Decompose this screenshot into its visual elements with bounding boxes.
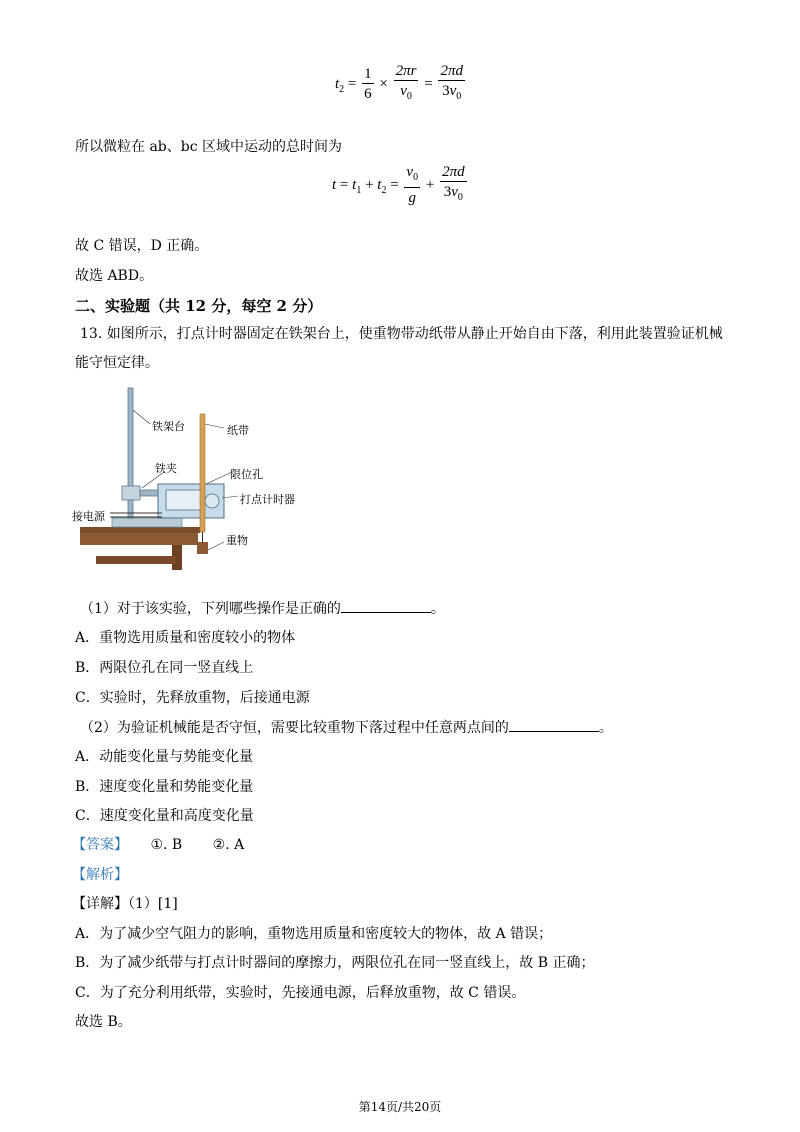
denominator-sub: 0	[406, 91, 412, 102]
leader-line	[208, 542, 224, 550]
table-top	[80, 527, 200, 533]
denominator: g	[408, 190, 416, 206]
equation-t2	[335, 62, 467, 107]
q1-stem-text: （1）对于该实验，下列哪些操作是正确的	[80, 601, 341, 617]
numerator: 1	[364, 66, 372, 82]
answer-blank[interactable]	[341, 600, 431, 613]
label-timer: 打点计时器	[240, 493, 295, 506]
q2-stem	[80, 717, 613, 737]
detail-head: （1）[1]	[128, 896, 178, 912]
label-clamp: 铁夹	[155, 462, 177, 475]
eq-var: t	[335, 75, 340, 92]
q2-option-a: A．动能变化量与势能变化量	[75, 749, 254, 765]
denominator-coef: 3	[442, 83, 450, 99]
timer-disc	[205, 494, 219, 508]
eq-sign: =	[390, 176, 399, 193]
conclusion-abd: 故选 ABD。	[75, 268, 154, 284]
eq-sign: =	[424, 75, 433, 92]
q2-stem-end: 。	[598, 720, 613, 736]
answer-line	[72, 834, 244, 854]
answer-item: ①. B	[150, 837, 183, 853]
section-title: 二、实验题（共 12 分，每空 2 分）	[75, 297, 323, 315]
clamp-block	[122, 486, 140, 500]
apparatus-diagram	[72, 380, 332, 572]
label-stand: 铁架台	[152, 420, 185, 433]
denominator-coef: 3	[443, 184, 452, 200]
eq-var: t	[332, 176, 337, 193]
label-weight: 重物	[226, 534, 248, 547]
fraction	[394, 62, 419, 107]
table-bar	[96, 556, 176, 564]
stand-base	[112, 518, 182, 527]
denominator: 6	[364, 86, 372, 102]
eq-sub: 2	[339, 83, 345, 95]
detail-option-a: A．为了减少空气阻力的影响，重物选用质量和密度较大的物体，故 A 错误；	[75, 926, 553, 942]
numerator: 2πd	[442, 164, 465, 180]
q2-option-c: C．速度变化量和高度变化量	[75, 808, 254, 824]
q2-stem-text: （2）为验证机械能是否守恒，需要比较重物下落过程中任意两点间的	[80, 720, 509, 736]
detail-line	[72, 893, 178, 913]
paper-tape	[200, 414, 205, 532]
leader-line	[133, 410, 150, 424]
label-power: 接电源	[72, 510, 105, 523]
denominator-var: v	[400, 83, 407, 99]
fraction	[362, 65, 374, 104]
numerator: 2πd	[440, 63, 463, 79]
label-hole: 限位孔	[230, 468, 263, 481]
q1-option-a: A．重物选用质量和密度较小的物体	[75, 630, 296, 646]
answer-label: 【答案】	[72, 837, 128, 853]
detail-option-b: B．为了减少纸带与打点计时器间的摩擦力，两限位孔在同一竖直线上，故 B 正确；	[75, 955, 595, 971]
label-tape: 纸带	[227, 424, 249, 437]
leader-line	[206, 472, 232, 484]
q1-stem-end: 。	[430, 601, 445, 617]
denominator-sub: 0	[457, 192, 463, 203]
clamp-arm	[140, 490, 160, 496]
page-footer: 第14页/共20页	[358, 1100, 442, 1114]
q13-line1: 13. 如图所示，打点计时器固定在铁架台上，使重物带动纸带从静止开始自由下落，利用此装置验证机械	[80, 326, 723, 342]
eq-sub: 2	[381, 184, 387, 196]
q1-option-b: B．两限位孔在同一竖直线上	[75, 660, 254, 676]
denominator-sub: 0	[456, 91, 462, 102]
weight-block	[197, 542, 208, 554]
eq-sign: =	[339, 176, 349, 193]
numerator-sub: 0	[413, 172, 419, 183]
numerator-var: v	[406, 164, 414, 180]
plus-sign: +	[425, 176, 435, 193]
detail-label: 【详解】	[72, 896, 128, 912]
eq-var: t	[377, 176, 382, 193]
times-sign: ×	[379, 75, 388, 92]
eq-sub: 1	[356, 184, 362, 196]
answer-blank[interactable]	[509, 719, 599, 732]
table-edge	[80, 533, 198, 545]
numerator: 2πr	[395, 63, 417, 79]
total-time-intro: 所以微粒在 ab、bc 区域中运动的总时间为	[75, 139, 343, 155]
q13-line2: 能守恒定律。	[75, 355, 159, 371]
apparatus-figure	[72, 380, 332, 572]
denominator-var: v	[451, 184, 458, 200]
fraction	[440, 163, 467, 208]
conclusion-cd: 故 C 错误，D 正确。	[75, 238, 209, 254]
q1-stem	[80, 598, 445, 618]
q2-option-b: B．速度变化量和势能变化量	[75, 779, 254, 795]
denominator-var: v	[449, 83, 457, 99]
detail-conclusion: 故选 B。	[75, 1014, 132, 1030]
eq-var: t	[352, 176, 357, 193]
answer-item: ②. A	[212, 837, 245, 853]
equation-total-time	[332, 163, 469, 208]
analysis-label: 【解析】	[72, 867, 128, 883]
q1-option-c: C．实验时，先释放重物，后接通电源	[75, 690, 310, 706]
detail-option-c: C．为了充分利用纸带，实验时，先接通电源，后释放重物，故 C 错误。	[75, 985, 526, 1001]
fraction	[404, 163, 420, 208]
leader-line	[205, 424, 224, 428]
timer-inner	[166, 490, 202, 510]
fraction	[438, 62, 465, 107]
eq-sign: =	[347, 75, 357, 92]
plus-sign: +	[365, 176, 374, 193]
